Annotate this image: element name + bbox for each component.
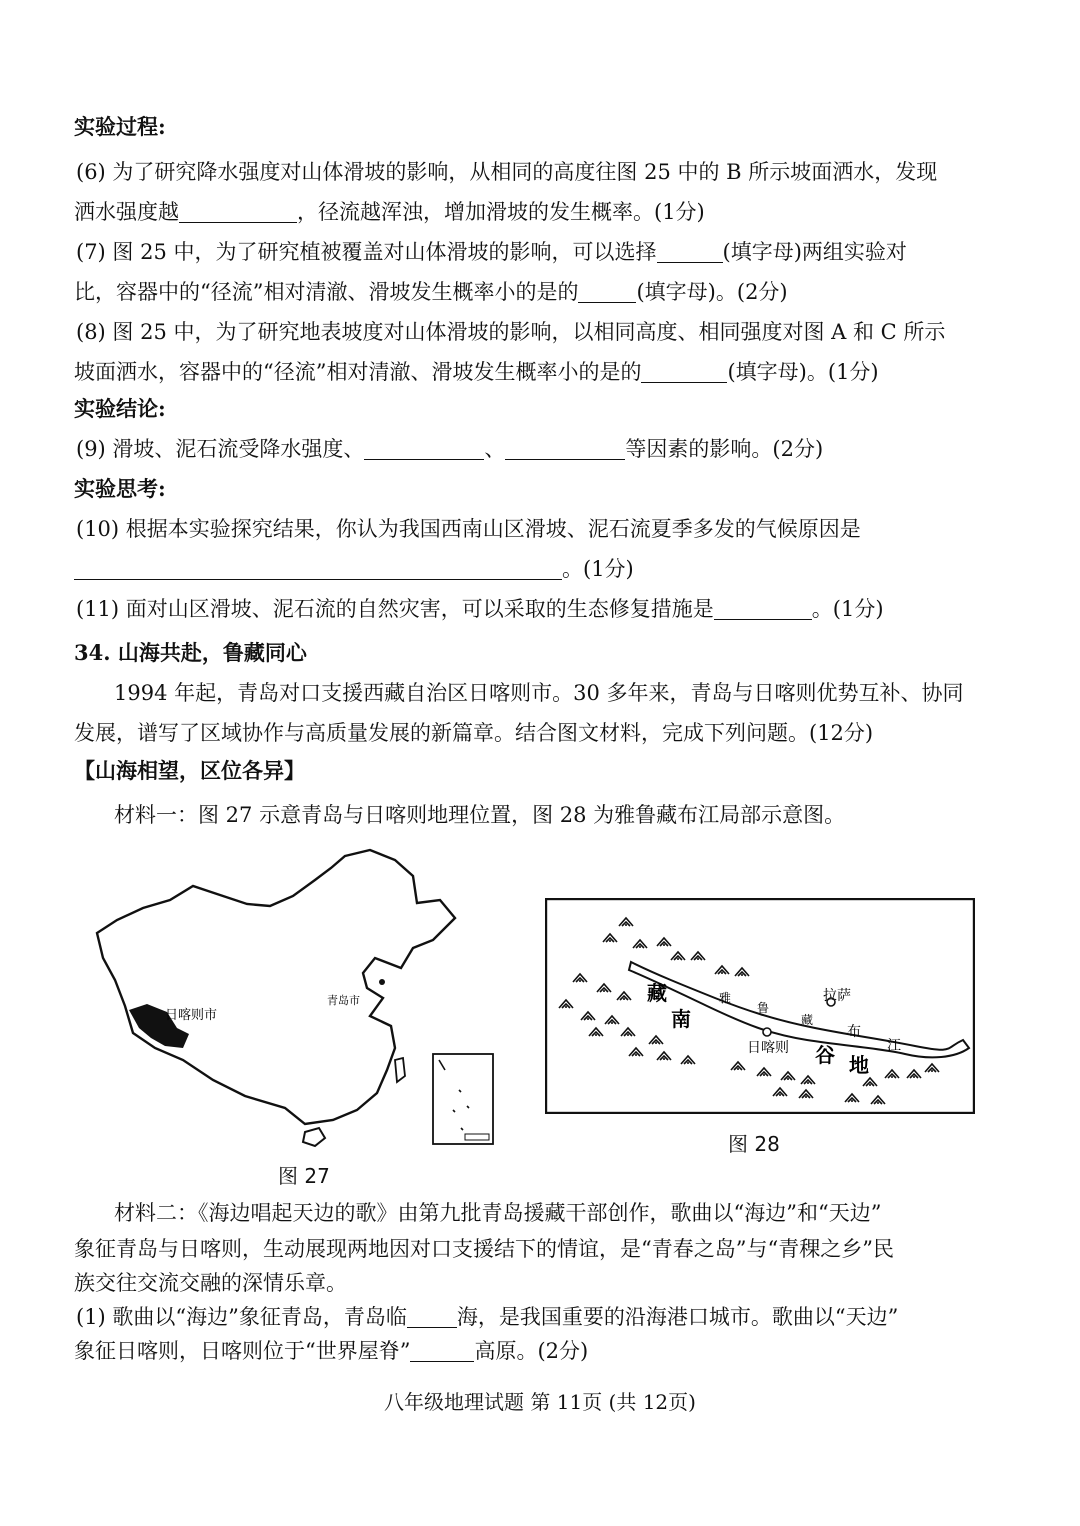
- material-2-line-3: 族交往交流交融的深情乐章。: [74, 1271, 347, 1295]
- page-footer: 八年级地理试题 第 11页 (共 12页): [384, 1390, 696, 1414]
- question-11: (11) 面对山区滑坡、泥石流的自然灾害，可以采取的生态修复措施是 。(1分): [76, 597, 884, 621]
- figure-28-yarlung-map: [545, 898, 975, 1114]
- experiment-process-heading: 实验过程:: [74, 114, 166, 139]
- question-10-line-2: 。(1分): [74, 554, 634, 584]
- answer-blank-q9-b[interactable]: [505, 437, 625, 460]
- material-2-line-2: 象征青岛与日喀则，生动展现两地因对口支援结下的情谊，是“青春之岛”与“青稞之乡”民: [74, 1237, 894, 1261]
- experiment-thinking-heading: 实验思考:: [74, 476, 166, 501]
- rikaze-marker: [763, 1028, 771, 1036]
- label-ya: 雅: [719, 991, 732, 1005]
- answer-blank-q6[interactable]: [179, 200, 297, 223]
- china-outline: [97, 850, 455, 1124]
- figure-27-caption: 图 27: [278, 1164, 330, 1188]
- question-7-line-2: 比，容器中的“径流”相对清澈、滑坡发生概率小的是的 (填字母)。(2分): [74, 280, 788, 304]
- label-nan: 南: [671, 1007, 691, 1031]
- label-lu: 鲁: [757, 1001, 770, 1015]
- answer-blank-q7-a[interactable]: [657, 240, 723, 263]
- question-6-line-2: 洒水强度越 ，径流越浑浊，增加滑坡的发生概率。(1分): [74, 200, 705, 224]
- label-qingdao: 青岛市: [327, 994, 360, 1007]
- figure-28-caption: 图 28: [728, 1132, 780, 1156]
- question-10-line-1: (10) 根据本实验探究结果，你认为我国西南山区滑坡、泥石流夏季多发的气候原因是: [76, 517, 861, 541]
- intro-line-2: 发展，谱写了区域协作与高质量发展的新篇章。结合图文材料，完成下列问题。(12分): [74, 721, 874, 745]
- label-lhasa: 拉萨: [823, 988, 851, 1004]
- experiment-conclusion-heading: 实验结论:: [74, 396, 166, 421]
- question-7-line-1: (7) 图 25 中，为了研究植被覆盖对山体滑坡的影响，可以选择 (填字母)两组实验对: [76, 240, 907, 264]
- question-6-line-1: (6) 为了研究降水强度对山体滑坡的影响，从相同的高度往图 25 中的 B 所示坡面洒水，发现: [76, 160, 938, 184]
- qingdao-marker: [379, 979, 385, 985]
- figure-27-china-map: [95, 848, 515, 1148]
- question-34-1-line-1: (1) 歌曲以“海边”象征青岛，青岛临 海，是我国重要的沿海港口城市。歌曲以“天边”: [76, 1305, 899, 1329]
- answer-blank-q7-b[interactable]: [578, 280, 636, 303]
- answer-blank-q8[interactable]: [641, 360, 727, 383]
- label-jiang: 江: [887, 1038, 901, 1054]
- intro-line-1: 1994 年起，青岛对口支援西藏自治区日喀则市。30 多年来，青岛与日喀则优势互补、协同: [114, 681, 964, 705]
- label-bu: 布: [847, 1024, 861, 1040]
- question-34-1-line-2: 象征日喀则，日喀则位于“世界屋脊” 高原。(2分): [74, 1339, 589, 1363]
- label-zang: 藏: [647, 981, 667, 1005]
- answer-blank-q11[interactable]: [714, 597, 812, 620]
- material-2-line-1: 材料二：《海边唱起天边的歌》由第九批青岛援藏干部创作，歌曲以“海边”和“天边”: [114, 1201, 882, 1225]
- label-zang-river: 藏: [801, 1013, 814, 1027]
- question-34-title: 34. 山海共赴，鲁藏同心: [74, 640, 307, 665]
- question-8-line-2: 坡面洒水，容器中的“径流”相对清澈、滑坡发生概率小的是的 (填字母)。(1分): [74, 360, 879, 384]
- material-1: 材料一：图 27 示意青岛与日喀则地理位置，图 28 为雅鲁藏布江局部示意图。: [114, 803, 846, 827]
- subheading-location: 【山海相望，区位各异】: [74, 758, 305, 783]
- south-china-sea-inset: [433, 1054, 493, 1144]
- label-gu: 谷: [815, 1043, 835, 1067]
- label-di: 地: [849, 1053, 869, 1077]
- hainan-island: [303, 1128, 325, 1146]
- answer-blank-34-1-b[interactable]: [410, 1339, 474, 1362]
- taiwan-island: [395, 1058, 405, 1082]
- answer-blank-q9-a[interactable]: [364, 437, 484, 460]
- question-8-line-1: (8) 图 25 中，为了研究地表坡度对山体滑坡的影响，以相同高度、相同强度对图 A 和 C 所示: [76, 320, 946, 344]
- question-9: (9) 滑坡、泥石流受降水强度、 、 等因素的影响。(2分): [76, 437, 824, 461]
- answer-blank-34-1-a[interactable]: [407, 1305, 457, 1328]
- answer-blank-q10[interactable]: [74, 557, 562, 580]
- label-rikaze-city: 日喀则: [747, 1040, 789, 1056]
- label-rikaze: 日喀则市: [165, 1008, 218, 1023]
